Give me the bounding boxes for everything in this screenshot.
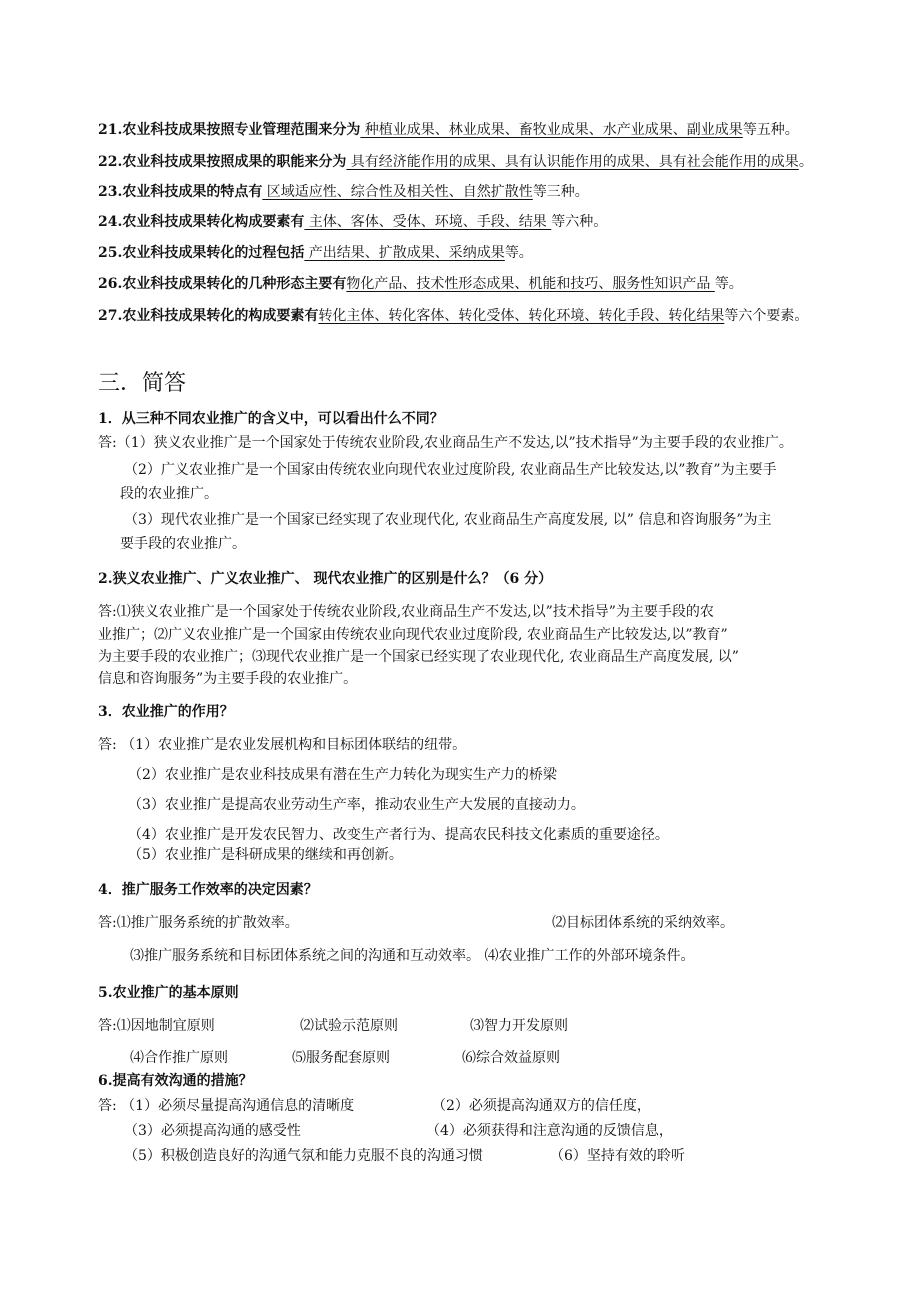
q4-title: 4．推广服务工作效率的决定因素？ [98, 882, 318, 898]
q4-line: ⑵目标团体系统的采纳效率。 [552, 915, 734, 931]
item-question: 农业科技成果转化的几种形态主要有 [122, 276, 347, 292]
q2-line: 答:⑴狭义农业推广是一个国家处于传统农业阶段,农业商品生产不发达,以”技术指导”为主要手段的农 [98, 604, 714, 620]
q3-line: （3）农业推广是提高农业劳动生产率，推动农业生产大发展的直接动力。 [128, 797, 585, 813]
item-number: 23. [98, 184, 123, 200]
item-tail: 等五种。 [742, 122, 799, 138]
q5-title: 5.农业推广的基本原则 [98, 985, 239, 1001]
q3-line: （4）农业推广是开发农民智力、改变生产者行为、提高农民科技文化素质的重要途径。 [128, 827, 669, 843]
q4-line: ⑶推广服务系统和目标团体系统之间的沟通和互动效率。 ⑷农业推广工作的外部环境条件。 [130, 948, 695, 964]
item-answer: 转化主体、转化客体、转化受体、转化环境、转化手段、转化结果 [318, 308, 725, 324]
item-question: 农业科技成果按照专业管理范围来分为 [122, 122, 361, 138]
item-question: 农业科技成果的特点有 [122, 184, 263, 200]
item-answer: 主体、客体、受体、环境、手段、结果 [304, 214, 552, 230]
item-answer: 产出结果、扩散成果、采纳成果 [304, 245, 505, 261]
q1-line: 要手段的农业推广。 [120, 536, 246, 552]
item-number: 27. [98, 308, 123, 324]
q3-title: 3．农业推广的作用？ [98, 704, 234, 720]
item-answer: 种植业成果、林业成果、畜牧业成果、水产业成果、副业成果 [360, 122, 743, 138]
q4-line: 答:⑴推广服务系统的扩散效率。 [98, 915, 299, 931]
q1-line: （3）现代农业推广是一个国家已经实现了农业现代化, 农业商品生产高度发展, 以” 信息和咨询服务”为主 [124, 512, 772, 528]
q6-measure: （2）必须提高沟通双方的信任度， [432, 1098, 651, 1114]
item-answer: 具有经济能作用的成果、具有认识能作用的成果、具有社会能作用的成果 [346, 154, 799, 170]
fill-item-21 [98, 120, 799, 140]
q6-measure: 答: （1）必须尽量提高沟通信息的清晰度 [98, 1098, 355, 1114]
item-question: 农业科技成果转化的构成要素有 [122, 308, 319, 324]
item-number: 21. [98, 122, 123, 138]
item-tail: 等。 [504, 245, 533, 261]
q2-line: 为主要手段的农业推广；⑶现代农业推广是一个国家已经实现了农业现代化, 农业商品生产高度发展, 以” [98, 649, 739, 665]
q3-line: （5）农业推广是科研成果的继续和再创新。 [128, 847, 403, 863]
q5-principle: ⑹综合效益原则 [462, 1050, 560, 1066]
item-number: 22. [98, 154, 123, 170]
item-question: 农业科技成果转化的过程包括 [122, 245, 305, 261]
item-number: 24. [98, 214, 123, 230]
fill-item-22 [98, 152, 813, 172]
q3-line: （2）农业推广是农业科技成果有潜在生产力转化为现实生产力的桥梁 [128, 767, 557, 783]
item-tail: 。 [798, 154, 813, 170]
q6-title: 6.提高有效沟通的措施？ [98, 1073, 253, 1089]
item-tail: 等三种。 [532, 184, 589, 200]
item-tail: 等六个要素。 [724, 308, 809, 324]
q1-line: 段的农业推广。 [120, 486, 218, 502]
fill-item-25 [98, 243, 533, 263]
section-title: 三．简答 [98, 371, 187, 396]
q1-title: 1．从三种不同农业推广的含义中，可以看出什么不同？ [98, 411, 444, 427]
item-question: 农业科技成果按照成果的职能来分为 [122, 154, 347, 170]
q5-principle: ⑵试验示范原则 [300, 1018, 398, 1034]
q2-title: 2.狭义农业推广、广义农业推广、 现代农业推广的区别是什么？（6 分） [98, 571, 553, 587]
item-tail: 等。 [714, 276, 743, 292]
item-number: 26. [98, 276, 123, 292]
item-number: 25. [98, 245, 123, 261]
q5-principle: ⑷合作推广原则 [130, 1050, 228, 1066]
q2-line: 信息和咨询服务”为主要手段的农业推广。 [98, 671, 358, 687]
q6-measure: （6）坚持有效的聆听 [550, 1148, 685, 1164]
q1-line: 答:（1）狭义农业推广是一个国家处于传统农业阶段,农业商品生产不发达,以”技术指导”为主要手段的农业推广。 [98, 435, 793, 451]
fill-item-27 [98, 306, 808, 326]
q5-principle: ⑸服务配套原则 [292, 1050, 390, 1066]
q6-measure: （5）积极创造良好的沟通气氛和能力克服不良的沟通习惯 [124, 1148, 483, 1164]
item-answer: 物化产品、技术性形态成果、机能和技巧、服务性知识产品 [346, 276, 715, 292]
fill-item-26 [98, 274, 743, 294]
q3-line: 答: （1）农业推广是农业发展机构和目标团体联结的纽带。 [98, 737, 467, 753]
item-tail: 等六种。 [551, 214, 608, 230]
q6-measure: （3）必须提高沟通的感受性 [124, 1123, 301, 1139]
item-question: 农业科技成果转化构成要素有 [122, 214, 305, 230]
item-answer: 区域适应性、综合性及相关性、自然扩散性 [262, 184, 533, 200]
q6-measure: （4）必须获得和注意沟通的反馈信息， [426, 1123, 673, 1139]
q5-principle: ⑶智力开发原则 [470, 1018, 568, 1034]
q1-line: （2）广义农业推广是一个国家由传统农业向现代农业过度阶段, 农业商品生产比较发达,以”教育”为主要手 [124, 462, 777, 478]
q5-principle: 答:⑴因地制宜原则 [98, 1018, 215, 1034]
fill-item-23 [98, 182, 589, 202]
fill-item-24 [98, 212, 607, 232]
q2-line: 业推广；⑵广义农业推广是一个国家由传统农业向现代农业过度阶段, 农业商品生产比较发达,以”教育” [98, 627, 728, 643]
